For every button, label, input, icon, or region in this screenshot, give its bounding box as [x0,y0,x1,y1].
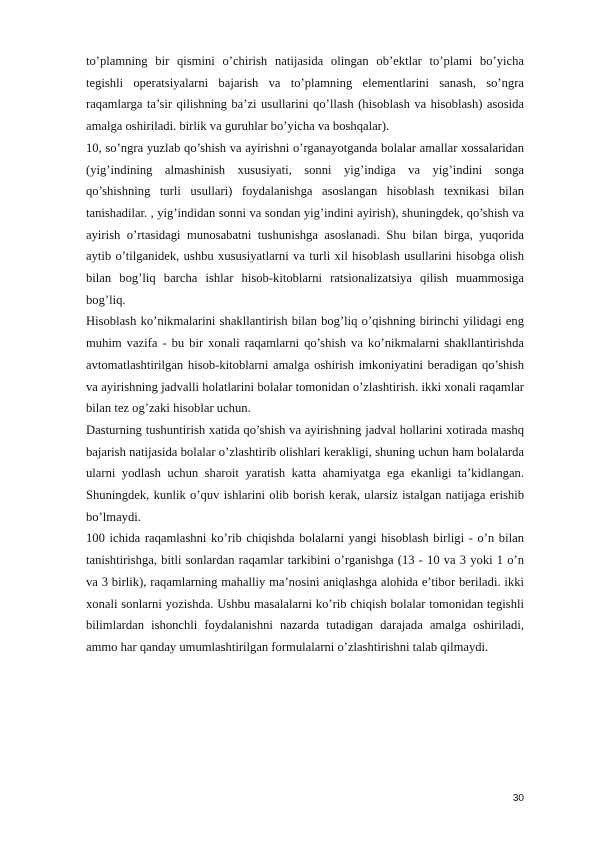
paragraph-3: Hisoblash ko’nikmalarini shakllantirish bilan bog’liq o’qishning birinchi yilidagi eng muhim vazifa - bu bir xonali raqamlarni qo’shish va ko’nikmalarni shakllantirishda avtomatlashtirilgan hisob-kitoblarni amalga oshirish imkoniyatini beradigan qo’shish va ayirishning jadvalli holatlarini bolalar tomonidan o’zlashtirish. ikki xonali raqamlar bilan tez og’zaki hisoblar uchun. [86,314,524,416]
page-number: 30 [512,793,524,804]
body-text [86,51,524,659]
paragraph-4: Dasturning tushuntirish xatida qo’shish va ayirishning jadval hollarini xotirada mashq bajarish natijasida bolalar o’zlashtirib olishlari kerakligi, shuning uchun ham bolalarda ularni yodlash uchun sharoit yaratish katta ahamiyatga ega ekanligi ta’kidlangan. Shuningdek, kunlik o’quv ishlarini olib borish kerak, ularsiz istalgan natijaga erishib bo’lmaydi. [86,422,524,524]
paragraph-1: to’plamning bir qismini o’chirish natijasida olingan ob’ektlar to’plami bo’yicha tegishli operatsiyalarni bajarish va to’plamning elementlarini sanash, so’ngra raqamlarga ta’sir qilishning ba’zi usullarini qo’llash (hisoblash va hisoblash) asosida amalga oshiriladi. birlik va guruhlar bo’yicha va boshqalar). [86,54,524,134]
paragraph-5: 100 ichida raqamlashni ko’rib chiqishda bolalarni yangi hisoblash birligi - o’n bilan tanishtirishga, bitli sonlardan raqamlar tarkibini o’rganishga (13 - 10 va 3 yoki 1 o’n va 3 birlik), raqamlarning mahalliy ma’nosini aniqlashga alohida e’tibor beriladi. ikki xonali sonlarni yozishda. Ushbu masalalarni ko’rib chiqish bolalar tomonidan tegishli bilimlardan ishonchli foydalanishni nazarda tutadigan darajada amalga oshiriladi, ammo har qanday umumlashtirilgan formulalarni o’zlashtirishni talab qilmaydi. [86,531,524,654]
paragraph-2: 10, so’ngra yuzlab qo’shish va ayirishni o’rganayotganda bolalar amallar xossalaridan (yig’indining almashinish xususiyati, sonni yig’indiga va yig’indini songa qo’shishning turli usullari) foydalanishga asoslangan hisoblash texnikasi bilan tanishadilar. , yig’indidan sonni va sondan yig’indini ayirish), shuningdek, qo’shish va ayirish o’rtasidagi munosabatni tushunishga asoslanadi. Shu bilan birga, yuqorida aytib o’tilganidek, ushbu xususiyatlarni va turli xil hisoblash usullarini hisobga olish bilan bog’liq barcha ishlar hisob-kitoblarni ratsionalizatsiya qilish muammosiga bog’liq. [86,140,524,307]
